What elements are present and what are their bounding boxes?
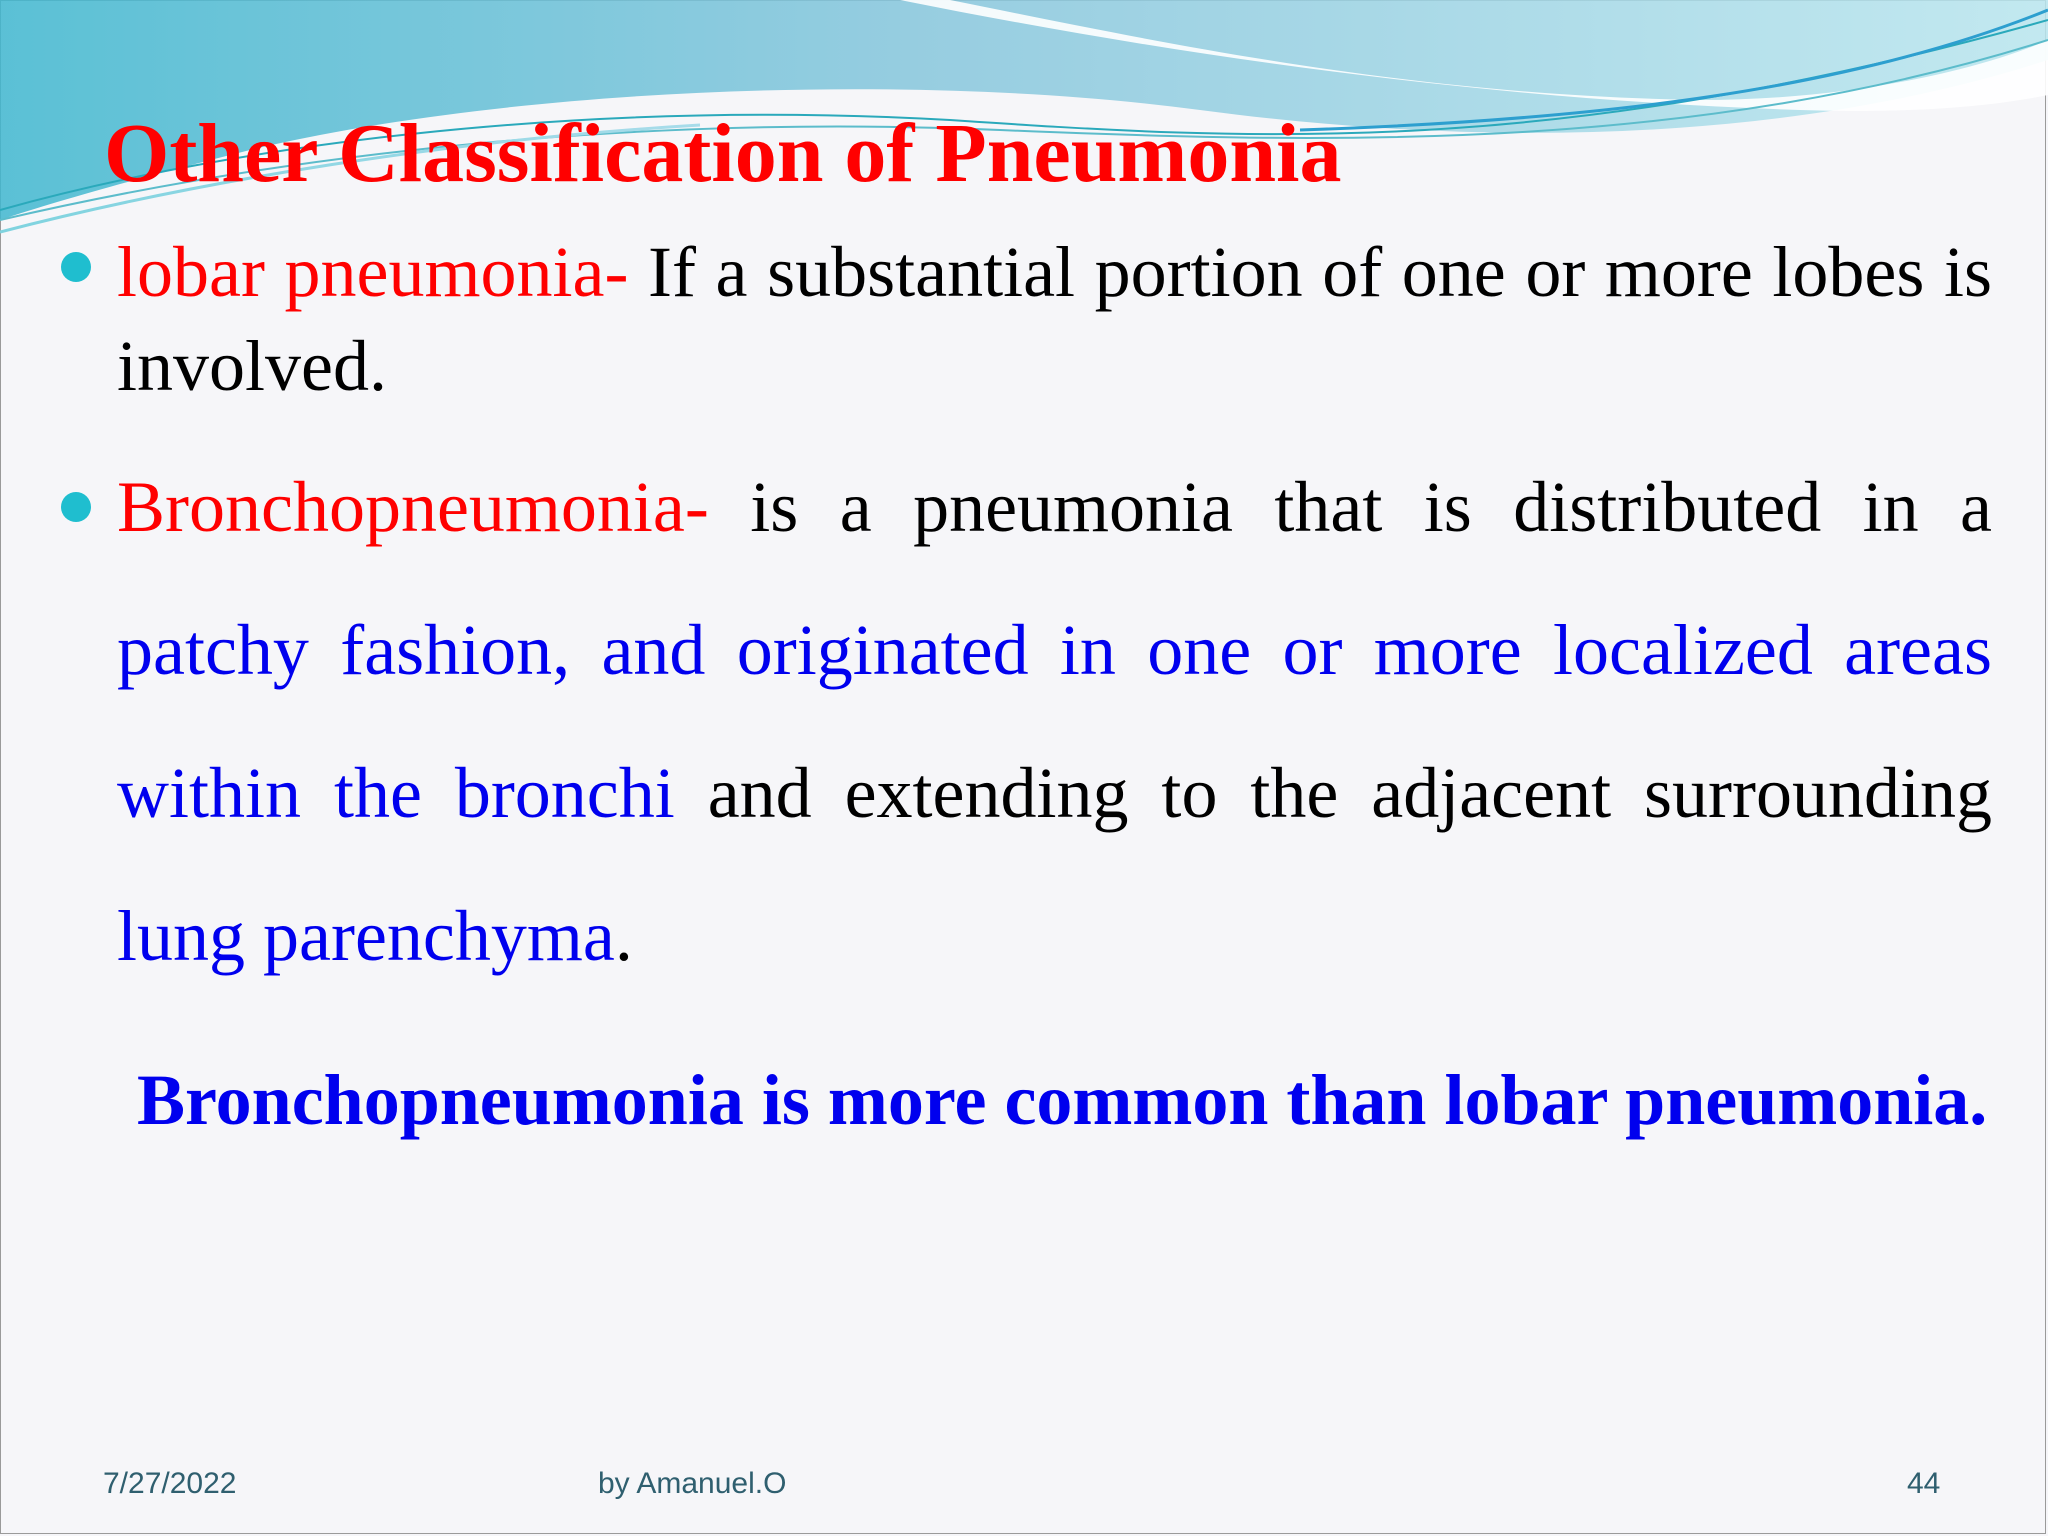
definition-lobar-pneumonia: If a substantial portion of one or more lobes is involved.: [117, 232, 1992, 406]
slide-title: Other Classification of Pneumonia: [104, 107, 1342, 200]
definition-text-3: .: [614, 896, 633, 976]
bullet-point-icon: [61, 492, 91, 522]
definition-highlight-1: patchy fashion, and originated in one or more localized areas within the bronchi: [117, 610, 1992, 833]
footer-page-number: 44: [1907, 1467, 1941, 1500]
definition-text-1: is a pneumonia that is distributed in a: [708, 467, 1992, 547]
bullet-bronchopneumonia: [117, 436, 1992, 1008]
emphasis-statement: Bronchopneumonia is more common than lobar pneumonia.: [137, 1060, 1988, 1140]
bullet-point-icon: [61, 252, 91, 282]
definition-highlight-2: lung parenchyma: [117, 896, 615, 976]
definition-text-2: and extending to the adjacent surrounding: [674, 753, 1992, 833]
term-bronchopneumonia: Bronchopneumonia-: [117, 467, 709, 547]
term-lobar-pneumonia: lobar pneumonia-: [117, 232, 629, 312]
bullet-lobar-pneumonia: [117, 225, 1992, 413]
footer-author: by Amanuel.O: [598, 1467, 787, 1500]
footer-date: 7/27/2022: [103, 1467, 237, 1500]
